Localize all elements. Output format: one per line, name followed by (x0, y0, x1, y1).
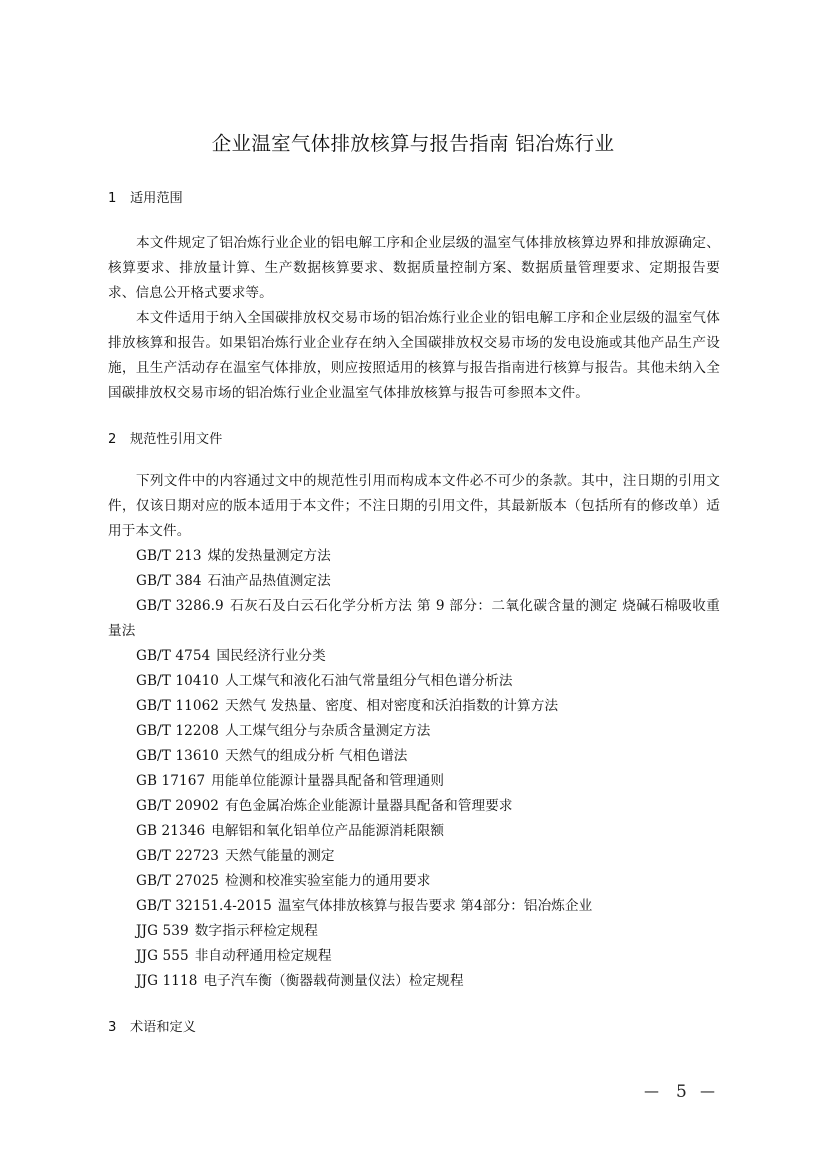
reference-code: GB/T 32151.4-2015 (136, 898, 272, 914)
reference-item (108, 819, 720, 844)
section-number: 3 (108, 1020, 117, 1035)
reference-title: 天然气 发热量、密度、相对密度和沃泊指数的计算方法 (225, 698, 559, 714)
reference-code: GB/T 11062 (136, 698, 220, 714)
reference-title: 有色金属冶炼企业能源计量器具配备和管理要求 (225, 798, 513, 814)
reference-item (108, 744, 720, 769)
reference-item (108, 769, 720, 794)
reference-item (108, 944, 720, 969)
reference-code: JJG 555 (136, 948, 189, 964)
page-number-dash-right: — (700, 1082, 715, 1100)
reference-item (108, 794, 720, 819)
reference-code: GB/T 3286.9 (136, 598, 224, 614)
scope-paragraph-2: 本文件适用于纳入全国碳排放权交易市场的铝冶炼行业企业的铝电解工序和企业层级的温室气体排放核算和报告。如果铝冶炼行业企业存在纳入全国碳排放权交易市场的发电设施或其他产品生产设施，且生产活动存在温室气体排放，则应按照适用的核算与报告指南进行核算与报告。其他未纳入全国碳排放权交易市场的铝冶炼行业企业温室气体排放核算与报告可参照本文件。 (108, 310, 720, 401)
scope-paragraph-1: 本文件规定了铝冶炼行业企业的铝电解工序和企业层级的温室气体排放核算边界和排放源确定、核算要求、排放量计算、生产数据核算要求、数据质量控制方案、数据质量管理要求、定期报告要求、信息公开格式要求等。 (108, 235, 720, 301)
reference-code: GB 21346 (136, 823, 206, 839)
references-intro: 下列文件中的内容通过文中的规范性引用而构成本文件必不可少的条款。其中，注日期的引用文件，仅该日期对应的版本适用于本文件；不注日期的引用文件，其最新版本（包括所有的修改单）适用于本文件。 (108, 473, 720, 539)
section-number: 2 (108, 432, 117, 447)
reference-item (108, 669, 720, 694)
section-title: 规范性引用文件 (130, 432, 223, 447)
page-number-dash-left: — (644, 1082, 659, 1100)
reference-title: 用能单位能源计量器具配备和管理通则 (211, 773, 445, 789)
reference-title: 人工煤气和液化石油气常量组分气相色谱分析法 (225, 673, 513, 689)
reference-code: GB/T 13610 (136, 748, 220, 764)
reference-title: 国民经济行业分类 (216, 648, 326, 664)
reference-title: 石油产品热值测定法 (207, 573, 331, 589)
reference-item (108, 719, 720, 744)
reference-item (108, 869, 720, 894)
reference-title: 电解铝和氧化铝单位产品能源消耗限额 (211, 823, 445, 839)
reference-title: 数字指示秤检定规程 (194, 923, 318, 939)
section-heading-terms (108, 1016, 196, 1035)
reference-code: GB/T 4754 (136, 648, 211, 664)
reference-item (108, 969, 720, 994)
page-number: 5 (676, 1082, 687, 1102)
reference-code: GB 17167 (136, 773, 206, 789)
reference-title: 温室气体排放核算与报告要求 第4部分：铝冶炼企业 (277, 898, 593, 914)
reference-list (108, 544, 720, 994)
section-number: 1 (108, 191, 117, 206)
reference-item (108, 894, 720, 919)
reference-code: GB/T 384 (136, 573, 202, 589)
reference-code: GB/T 27025 (136, 873, 220, 889)
reference-code: JJG 539 (136, 923, 189, 939)
reference-item (108, 644, 720, 669)
document-title: 企业温室气体排放核算与报告指南 铝冶炼行业 (211, 132, 615, 155)
reference-title: 电子汽车衡（衡器载荷测量仪法）检定规程 (203, 973, 464, 989)
reference-code: GB/T 20902 (136, 798, 220, 814)
reference-title: 非自动秤通用检定规程 (194, 948, 332, 964)
reference-code: GB/T 12208 (136, 723, 220, 739)
section-heading-scope (108, 187, 183, 206)
reference-item (108, 544, 720, 569)
reference-code: JJG 1118 (136, 973, 198, 989)
reference-item (108, 919, 720, 944)
reference-title: 人工煤气组分与杂质含量测定方法 (225, 723, 431, 739)
reference-title: 煤的发热量测定方法 (207, 548, 331, 564)
section-title: 适用范围 (130, 191, 183, 206)
reference-code: GB/T 213 (136, 548, 202, 564)
reference-title: 石灰石及白云石化学分析方法 第 9 部分：二氧化碳含量的测定 烧碱石棉吸收重量法 (108, 598, 721, 639)
reference-code: GB/T 10410 (136, 673, 220, 689)
reference-item (108, 594, 720, 644)
reference-item (108, 694, 720, 719)
reference-title: 检测和校准实验室能力的通用要求 (225, 873, 431, 889)
reference-item (108, 844, 720, 869)
reference-item (108, 569, 720, 594)
reference-title: 天然气能量的测定 (225, 848, 335, 864)
section-heading-references (108, 428, 222, 447)
reference-title: 天然气的组成分析 气相色谱法 (225, 748, 408, 764)
reference-code: GB/T 22723 (136, 848, 220, 864)
section-title: 术语和定义 (130, 1020, 196, 1035)
